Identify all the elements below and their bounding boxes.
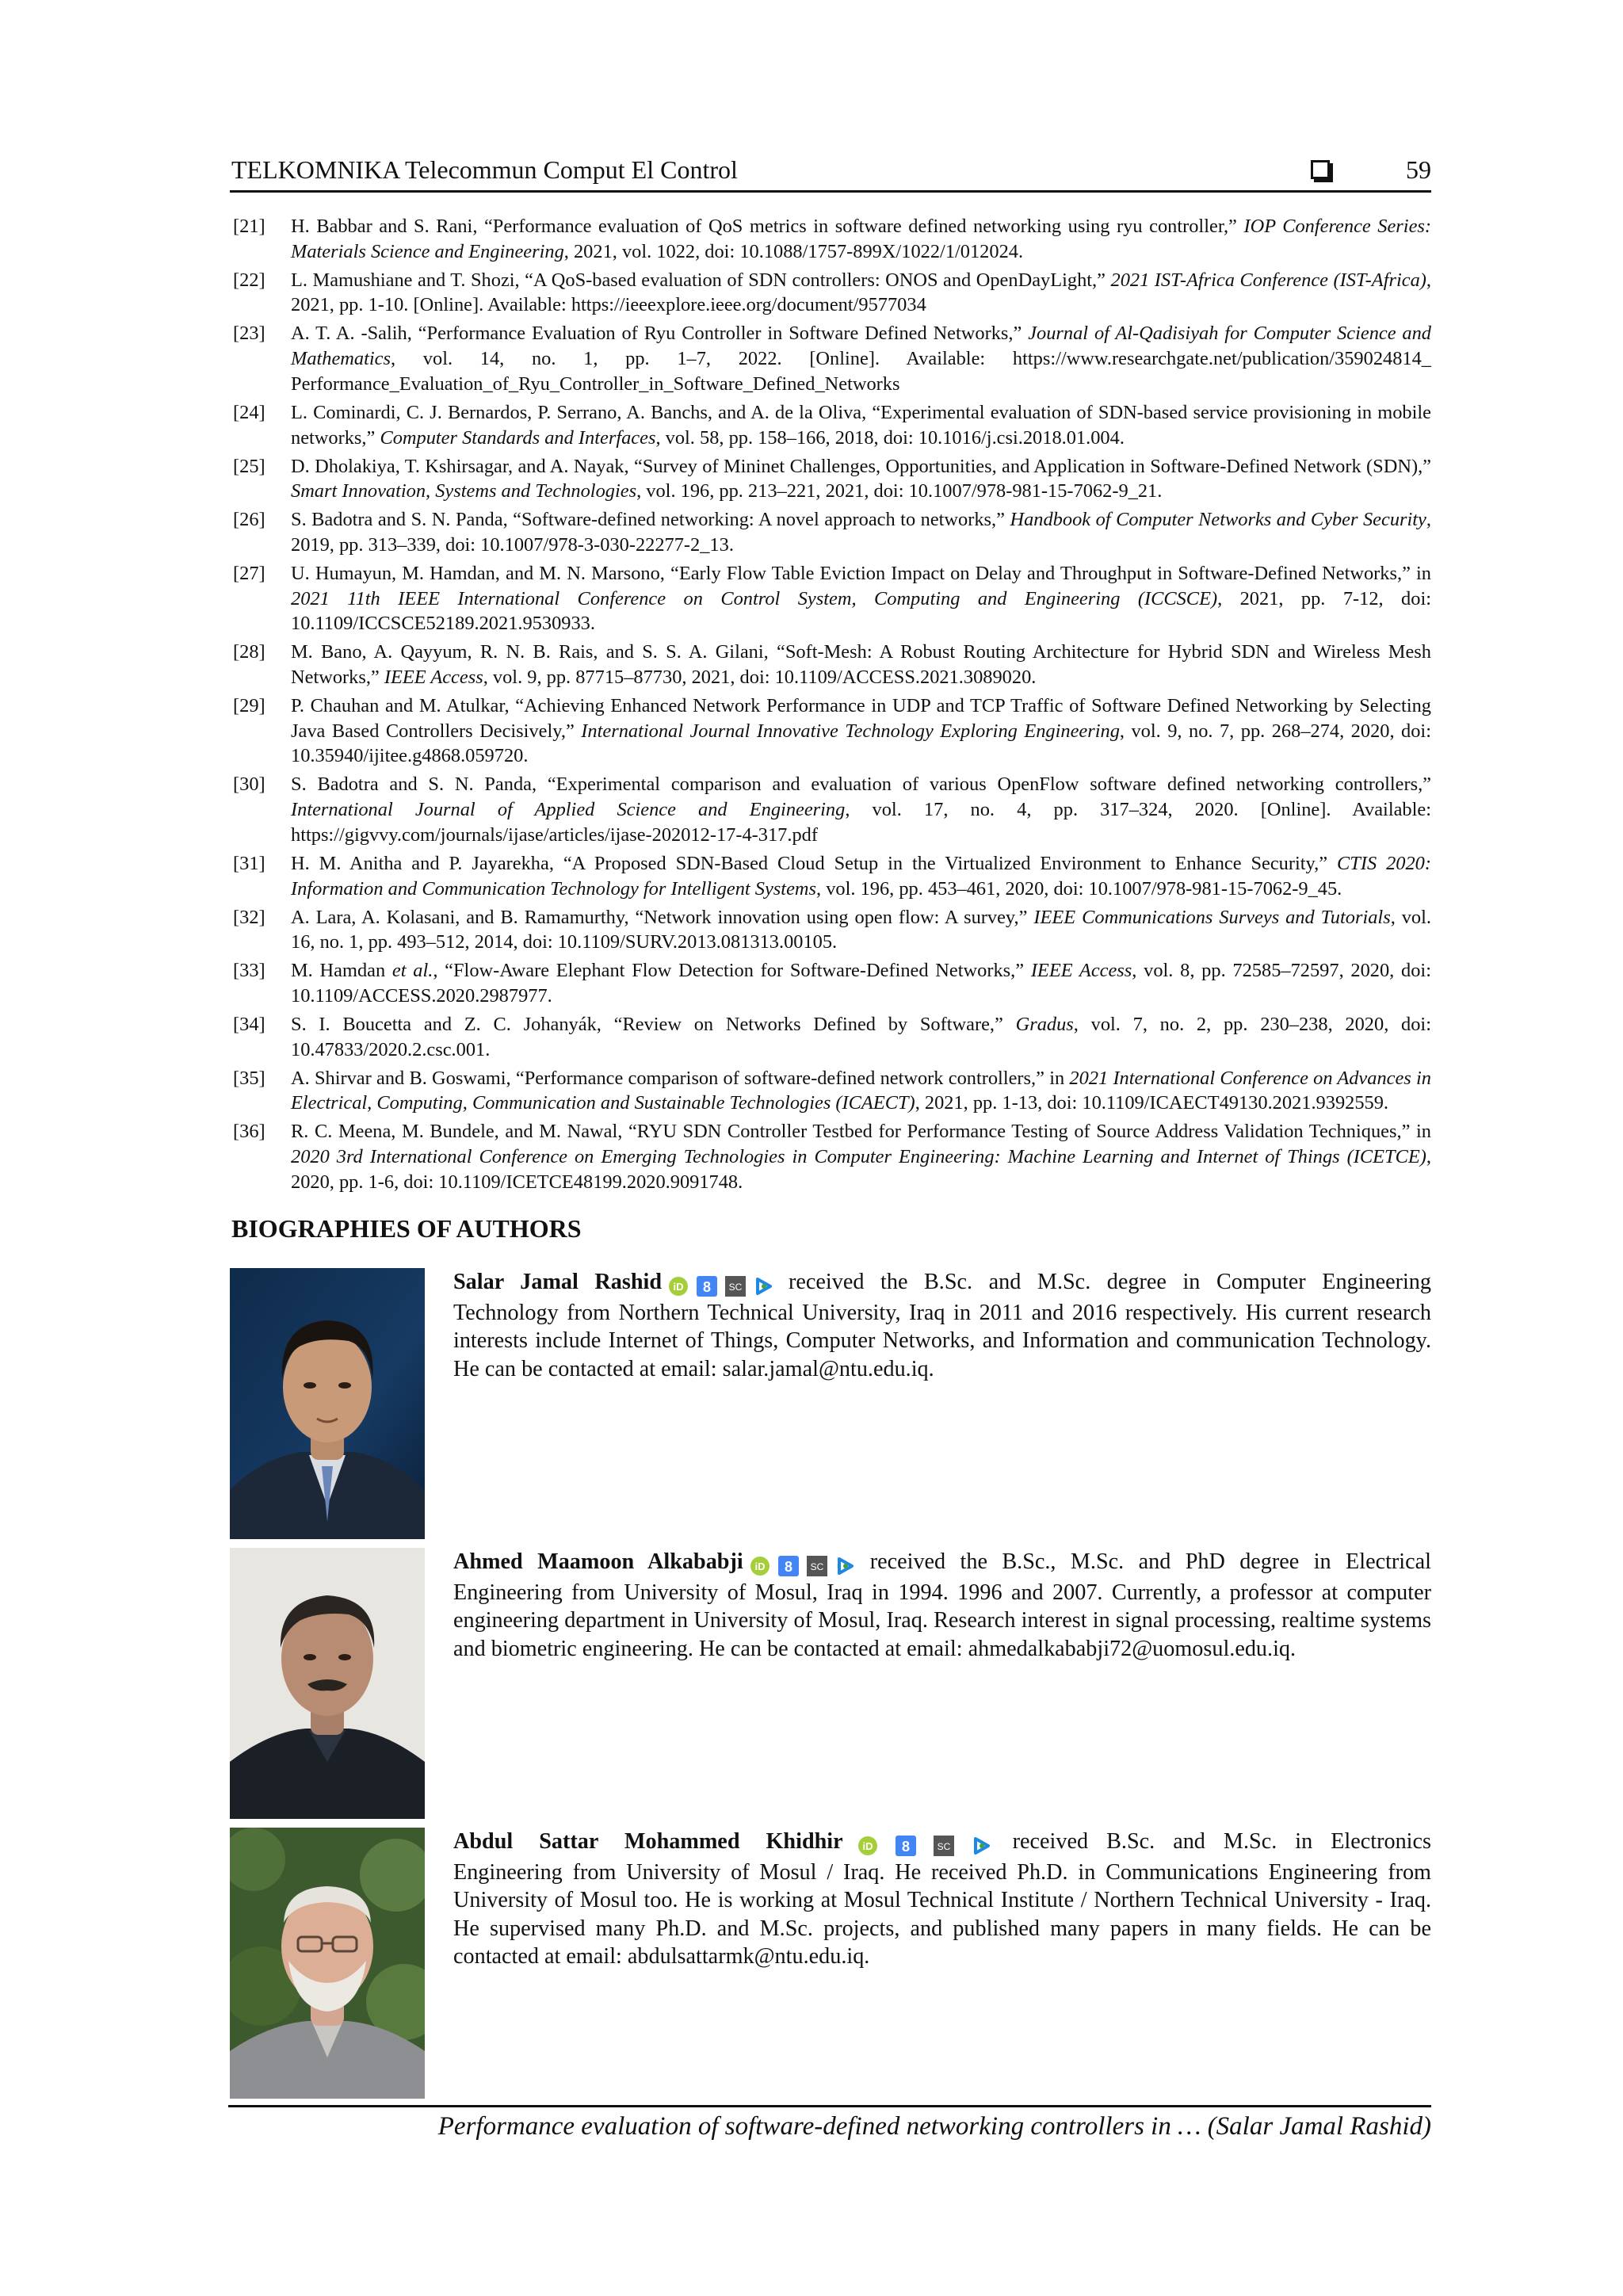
- reference-item: [230, 1012, 1431, 1062]
- reference-number: [28]: [233, 641, 265, 663]
- author-bio-text-3: [453, 1828, 1431, 1971]
- page-number: 59: [1406, 155, 1431, 184]
- reference-number: [29]: [233, 695, 265, 717]
- reference-item: [230, 1119, 1431, 1194]
- reference-text: S. I. Boucetta and Z. C. Johanyák, “Review on Networks Defined by Software,” Gradus, vol. 7, no. 2, pp. 230–238, 2020, doi: 10.47833/2020.2.csc.001.: [291, 1013, 1431, 1060]
- reference-list: [230, 214, 1431, 1198]
- author-bio-body-1: received the B.Sc. and M.Sc. degree in Computer Engineering Technology from Northern Technical University, Iraq in 2011 and 2016 respectively. His current research interests include Internet of Things, Computer Networks, and Information and communication Technology. He can be contacted at email: salar.jamal@ntu.edu.iq.: [453, 1270, 1431, 1381]
- footer-rule: [228, 2105, 1431, 2107]
- svg-text:iD: iD: [862, 1839, 873, 1852]
- publons-icon[interactable]: [754, 1276, 774, 1297]
- reference-text: A. Lara, A. Kolasani, and B. Ramamurthy, “Network innovation using open flow: A survey,” IEEE Communications Surveys and Tutorials, vol. 16, no. 1, pp. 493–512, 2014, doi: 10.1109/SURV.2013.081313.00105.: [291, 906, 1431, 953]
- reference-text: U. Humayun, M. Hamdan, and M. N. Marsono, “Early Flow Table Eviction Impact on Delay and Throughput in Software-Defined Networks,” in 2021 11th IEEE International Conference on Control System, Computing and Engineering (ICCSCE), 2021, pp. 7-12, doi: 10.1109/ICCSCE52189.2021.9530933.: [291, 562, 1431, 635]
- reference-item: [230, 772, 1431, 847]
- reference-number: [21]: [233, 216, 265, 237]
- author-bio-text-1: [453, 1268, 1431, 1383]
- google-scholar-icon[interactable]: [697, 1276, 717, 1297]
- biographies-heading: BIOGRAPHIES OF AUTHORS: [231, 1214, 582, 1243]
- reference-text: L. Cominardi, C. J. Bernardos, P. Serrano, A. Banchs, and A. de la Oliva, “Experimental evaluation of SDN-based service provisioning in mobile networks,” Computer Standards and Interfaces, vol. 58, pp. 158–166, 2018, doi: 10.1016/j.csi.2018.01.004.: [291, 401, 1431, 449]
- reference-number: [35]: [233, 1067, 265, 1089]
- scopus-icon[interactable]: [807, 1556, 827, 1576]
- orcid-icon[interactable]: [857, 1836, 878, 1856]
- reference-item: [230, 1066, 1431, 1116]
- reference-number: [22]: [233, 269, 265, 291]
- google-scholar-icon[interactable]: [778, 1556, 799, 1576]
- reference-item: [230, 693, 1431, 769]
- reference-number: [33]: [233, 960, 265, 982]
- svg-text:iD: iD: [754, 1560, 766, 1572]
- reference-text: H. Babbar and S. Rani, “Performance evaluation of QoS metrics in software defined networking using ryu controller,” IOP Conference Series: Materials Science and Engineering, 2021, vol. 1022, doi: 10.1088/1757-899X/1022/1/012024.: [291, 216, 1432, 262]
- running-header: [230, 151, 1431, 190]
- reference-number: [34]: [233, 1013, 265, 1035]
- svg-text:SC: SC: [728, 1281, 743, 1293]
- author-bio-body-2: received the B.Sc., M.Sc. and PhD degree in Electrical Engineering from University of Mosul, Iraq in 1994. 1996 and 2007. Currently, a professor at computer engineering department in University of Mosul, Iraq. Research interest in signal processing, realtime systems and biometric engineering. He can be contacted at email: ahmedalkababji72@uomosul.edu.iq.: [453, 1549, 1431, 1661]
- reference-item: [230, 400, 1431, 450]
- author-photo-3: [230, 1828, 425, 2099]
- author-profile-badges-1: [668, 1270, 782, 1299]
- reference-text: P. Chauhan and M. Atulkar, “Achieving Enhanced Network Performance in UDP and TCP Traffic of Software Defined Networking by Selecting Java Based Controllers Decisively,” International Journal Innovative Technology Exploring Engineering, vol. 9, no. 7, pp. 268–274, 2020, doi: 10.35940/ijitee.g4868.059720.: [291, 695, 1431, 767]
- svg-text:8: 8: [901, 1838, 910, 1855]
- reference-text: M. Bano, A. Qayyum, R. N. B. Rais, and S. S. A. Gilani, “Soft-Mesh: A Robust Routing Architecture for Hybrid SDN and Wireless Mesh Networks,” IEEE Access, vol. 9, pp. 87715–87730, 2021, doi: 10.1109/ACCESS.2021.3089020.: [291, 641, 1431, 689]
- reference-text: H. M. Anitha and P. Jayarekha, “A Proposed SDN-Based Cloud Setup in the Virtualized Environment to Enhance Security,” CTIS 2020: Information and Communication Technology for Intelligent Systems, vol. 196, pp. 453–461, 2020, doi: 10.1007/978-981-15-7062-9_45.: [291, 852, 1431, 900]
- svg-text:8: 8: [784, 1558, 792, 1575]
- reference-item: [230, 851, 1431, 901]
- reference-text: A. Shirvar and B. Goswami, “Performance comparison of software-defined network controllers,” in 2021 International Conference on Advances in Electrical, Computing, Communication and Sustainable Technologies (ICAECT), 2021, pp. 1-13, doi: 10.1109/ICAECT49130.2021.9392559.: [291, 1067, 1431, 1114]
- reference-item: [230, 507, 1431, 557]
- reference-number: [30]: [233, 774, 265, 796]
- reference-text: M. Hamdan et al., “Flow-Aware Elephant Flow Detection for Software-Defined Networks,” IEEE Access, vol. 8, pp. 72585–72597, 2020, doi: 10.1109/ACCESS.2020.2987977.: [291, 960, 1431, 1007]
- reference-item: [230, 640, 1431, 690]
- reference-text: A. T. A. -Salih, “Performance Evaluation of Ryu Controller in Software Defined Networks,” Journal of Al-Qadisiyah for Computer Science and Mathematics, vol. 14, no. 1, pp. 1–7, 2022. [Online]. Available: https://www.researchgate.net/publication/359024814_ Performance_Evaluation_of_Ryu_Controller_in_Software_Defined_Networks: [291, 323, 1431, 395]
- publons-icon[interactable]: [835, 1556, 856, 1576]
- reference-number: [23]: [233, 323, 265, 345]
- reference-item: [230, 958, 1431, 1008]
- reference-number: [36]: [233, 1121, 265, 1143]
- svg-text:8: 8: [703, 1278, 712, 1295]
- author-bio-text-2: [453, 1548, 1431, 1663]
- reference-item: [230, 268, 1431, 318]
- reference-number: [24]: [233, 401, 265, 423]
- reference-text: L. Mamushiane and T. Shozi, “A QoS-based evaluation of SDN controllers: ONOS and OpenDayLight,” 2021 IST-Africa Conference (IST-Africa), 2021, pp. 1-10. [Online]. Available: https://ieeexplore.ieee.org/document/9577034: [291, 269, 1432, 316]
- svg-text:iD: iD: [673, 1280, 684, 1293]
- publons-icon[interactable]: [972, 1836, 992, 1856]
- author-photo-2: [230, 1548, 425, 1819]
- reference-number: [31]: [233, 852, 265, 874]
- google-scholar-icon[interactable]: [896, 1836, 916, 1856]
- header-rule: [230, 190, 1431, 193]
- reference-item: [230, 214, 1431, 264]
- reference-number: [27]: [233, 562, 265, 584]
- reference-number: [32]: [233, 906, 265, 928]
- reference-text: R. C. Meena, M. Bundele, and M. Nawal, “RYU SDN Controller Testbed for Performance Testing of Source Address Validation Techniques,” in 2020 3rd International Conference on Emerging Technologies in Computer Engineering: Machine Learning and Internet of Things (ICETCE), 2020, pp. 1-6, doi: 10.1109/ICETCE48199.2020.9091748.: [291, 1121, 1431, 1193]
- author-bio-body-3: received B.Sc. and M.Sc. in Electronics Engineering from University of Mosul / Iraq. He received Ph.D. in Communications Engineering from University of Mosul too. He is working at Mosul Technical Institute / Northern Technical University - Iraq. He supervised many Ph.D. and M.Sc. projects, and published many papers in many fields. He can be contacted at email: abdulsattarmk@ntu.edu.iq.: [453, 1829, 1431, 1969]
- running-footer: Performance evaluation of software-defined networking controllers in … (Salar Jamal Rashid): [437, 2112, 1431, 2141]
- scopus-icon[interactable]: [725, 1276, 746, 1297]
- author-name-2: Ahmed Maamoon Alkababji: [453, 1549, 743, 1574]
- scopus-icon[interactable]: [934, 1836, 954, 1856]
- orcid-icon[interactable]: [750, 1556, 770, 1576]
- reference-number: [25]: [233, 455, 265, 477]
- svg-text:SC: SC: [810, 1561, 824, 1572]
- reference-item: [230, 905, 1431, 955]
- reference-number: [26]: [233, 509, 265, 531]
- square-bullet-icon: [1311, 160, 1330, 179]
- journal-title: TELKOMNIKA Telecommun Comput El Control: [231, 155, 738, 184]
- reference-item: [230, 321, 1431, 396]
- author-profile-badges-2: [750, 1550, 864, 1579]
- svg-text:SC: SC: [937, 1840, 950, 1852]
- reference-text: D. Dholakiya, T. Kshirsagar, and A. Nayak, “Survey of Mininet Challenges, Opportunities, and Application in Software-Defined Network (SDN),” Smart Innovation, Systems and Technologies, vol. 196, pp. 213–221, 2021, doi: 10.1007/978-981-15-7062-9_21.: [291, 455, 1431, 502]
- reference-item: [230, 561, 1431, 636]
- reference-item: [230, 454, 1431, 504]
- author-name-1: Salar Jamal Rashid: [453, 1270, 663, 1294]
- author-name-3: Abdul Sattar Mohammed Khidhir: [453, 1829, 843, 1854]
- reference-text: S. Badotra and S. N. Panda, “Software-defined networking: A novel approach to networks,” Handbook of Computer Networks and Cyber Security, 2019, pp. 313–339, doi: 10.1007/978-3-030-22277-2_13.: [291, 509, 1431, 556]
- author-photo-1: [230, 1268, 425, 1539]
- orcid-icon[interactable]: [668, 1276, 689, 1297]
- author-profile-badges-3: [857, 1830, 1006, 1859]
- reference-text: S. Badotra and S. N. Panda, “Experimental comparison and evaluation of various OpenFlow software defined networking controllers,” International Journal of Applied Science and Engineering, vol. 17, no. 4, pp. 317–324, 2020. [Online]. Available: https://gigvvy.com/journals/ijase/articles/ijase-202012-17-4-317.pdf: [291, 774, 1432, 846]
